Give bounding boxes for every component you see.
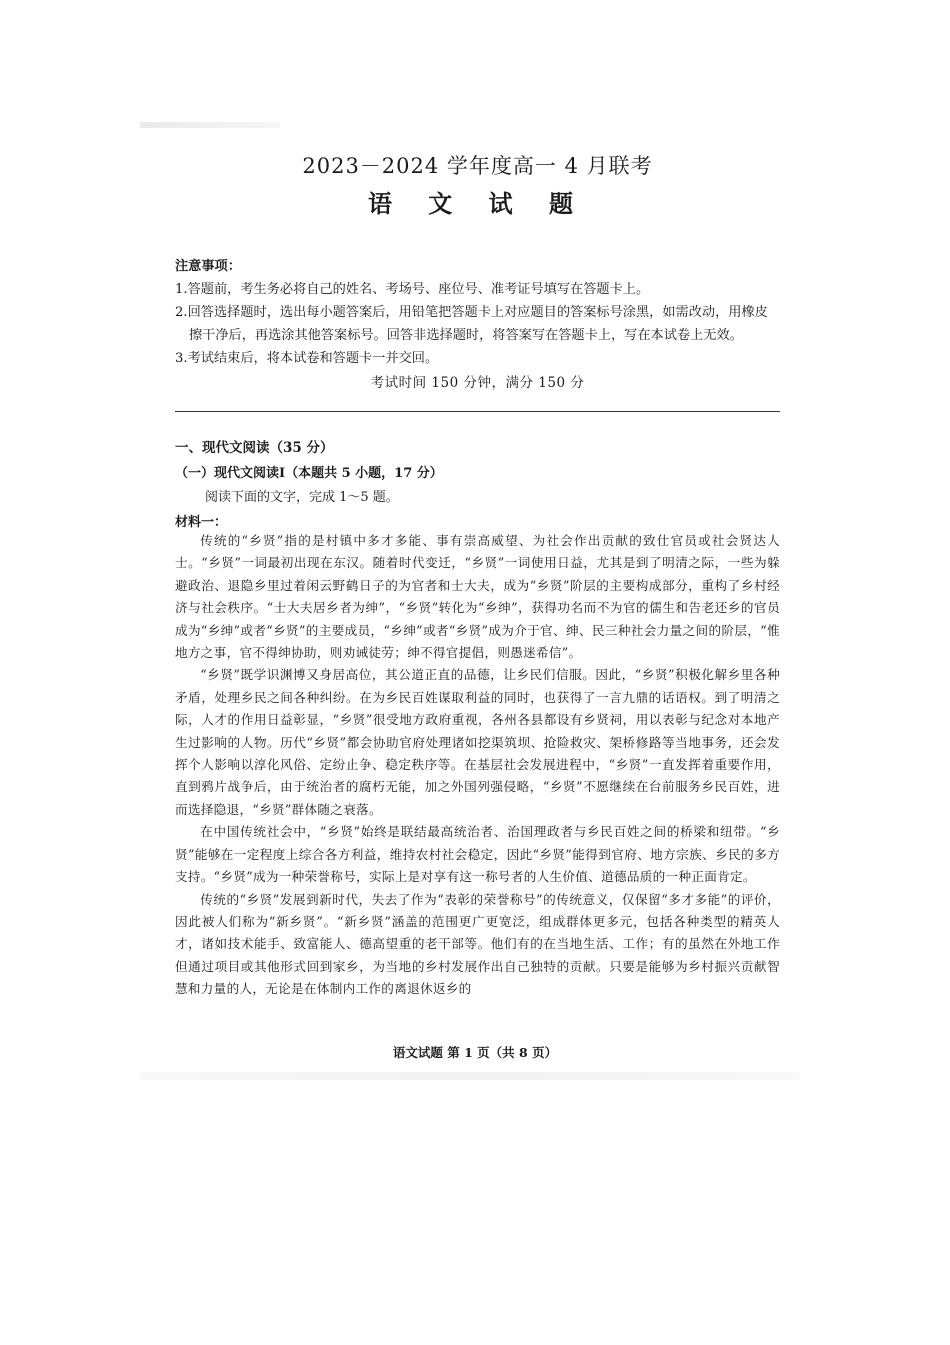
subsection-title: （一）现代文阅读Ⅰ（本题共 5 小题，17 分） xyxy=(175,466,443,481)
exam-title: 2023－2024 学年度高一 4 月联考 xyxy=(302,154,653,178)
notice-item: 1.答题前，考生务必将自己的姓名、考场号、座位号、准考证号填写在答题卡上。 xyxy=(175,282,650,297)
exam-time: 考试时间 150 分钟，满分 150 分 xyxy=(370,375,585,391)
notice-heading: 注意事项： xyxy=(175,259,241,274)
notice-block xyxy=(175,255,780,395)
material-paragraph: 传统的“乡贤”发展到新时代，失去了作为“表彰的荣誉称号”的传统意义，仅保留“多才多能”的评价，因此被人们称为“新乡贤”。“新乡贤”涵盖的范围更广更宽泛，组成群体更多元，包括各种类型的精英人才，诸如技术能手、致富能人、德高望重的老干部等。他们有的在当地生活、工作；有的虽然在外地工作但通过项目或其他形式回到家乡，为当地的乡村发展作出自己独特的贡献。只要是能够为乡村振兴贡献智慧和力量的人，无论是在体制内工作的离退休返乡的 xyxy=(175,891,780,997)
notice-item: 3.考试结束后，将本试卷和答题卡一并交回。 xyxy=(175,351,439,366)
material-paragraph: “乡贤”既学识渊博又身居高位，其公道正直的品德，让乡民们信服。因此，“乡贤”积极化解乡里各种矛盾，处理乡民之间各种纠纷。在为乡民百姓谋取利益的同时，也获得了一言九鼎的话语权。到了明清之际，人才的作用日益彰显，“乡贤”很受地方政府重视，各州各县都设有乡贤祠，用以表彰与纪念对本地产生过影响的人物。历代“乡贤”都会协助官府处理诸如挖渠筑坝、抢险救灾、架桥修路等当地事务，还会发挥个人影响以淳化风俗、定纷止争、稳定秩序等。在基层社会发展进程中，“乡贤”一直发挥着重要作用，直到鸦片战争后，由于统治者的腐朽无能，加之外国列强侵略，“乡贤”不愿继续在台前服务乡民百姓，进而选择隐退，“乡贤”群体随之衰落。 xyxy=(175,667,780,817)
scan-edge-shadow xyxy=(140,1072,800,1080)
exam-page xyxy=(175,150,780,1001)
subject-title: 语 文 试 题 xyxy=(367,189,588,218)
notice-item: 2.回答选择题时，选出每小题答案后，用铅笔把答题卡上对应题目的答案标号涂黑，如需改动，用橡皮擦干净后，再选涂其他答案标号。回答非选择题时，将答案写在答题卡上，写在本试卷上无效。 xyxy=(175,305,768,343)
section-title: 一、现代文阅读（35 分） xyxy=(175,440,334,456)
material-paragraph: 在中国传统社会中，“乡贤”始终是联结最高统治者、治国理政者与乡民百姓之间的桥梁和纽带。“乡贤”能够在一定程度上综合各方利益，维持农村社会稳定，因此“乡贤”能得到官府、地方宗族、乡民的多方支持。“乡贤”成为一种荣誉称号，实际上是对享有这一称号者的人生价值、道德品质的一种正面肯定。 xyxy=(175,824,780,885)
page-footer: 语文试题 第 1 页（共 8 页） xyxy=(392,1045,558,1060)
divider-line xyxy=(175,411,780,412)
reading-instruction: 阅读下面的文字，完成 1～5 题。 xyxy=(205,490,399,505)
scan-edge-shadow xyxy=(140,122,280,128)
material-paragraph: 传统的“乡贤”指的是村镇中多才多能、事有崇高威望、为社会作出贡献的致仕官员或社会贤达人士。“乡贤”一词最初出现在东汉。随着时代变迁，“乡贤”一词使用日益，尤其是到了明清之际，一些为躲避政治、退隐乡里过着闲云野鹤日子的为官者和士大夫，成为“乡贤”阶层的主要构成部分，重构了乡村经济与社会秩序。“士大夫居乡者为绅”，“乡贤”转化为“乡绅”，获得功名而不为官的儒生和告老还乡的官员成为“乡绅”或者“乡贤”的主要成员，“乡绅”或者“乡贤”成为介于官、绅、民三种社会力量之间的阶层，“惟地方之事，官不得绅协助，则劝诫徒劳；绅不得官提倡，则愚迷希信”。 xyxy=(175,533,780,661)
material-label: 材料一： xyxy=(175,515,228,530)
